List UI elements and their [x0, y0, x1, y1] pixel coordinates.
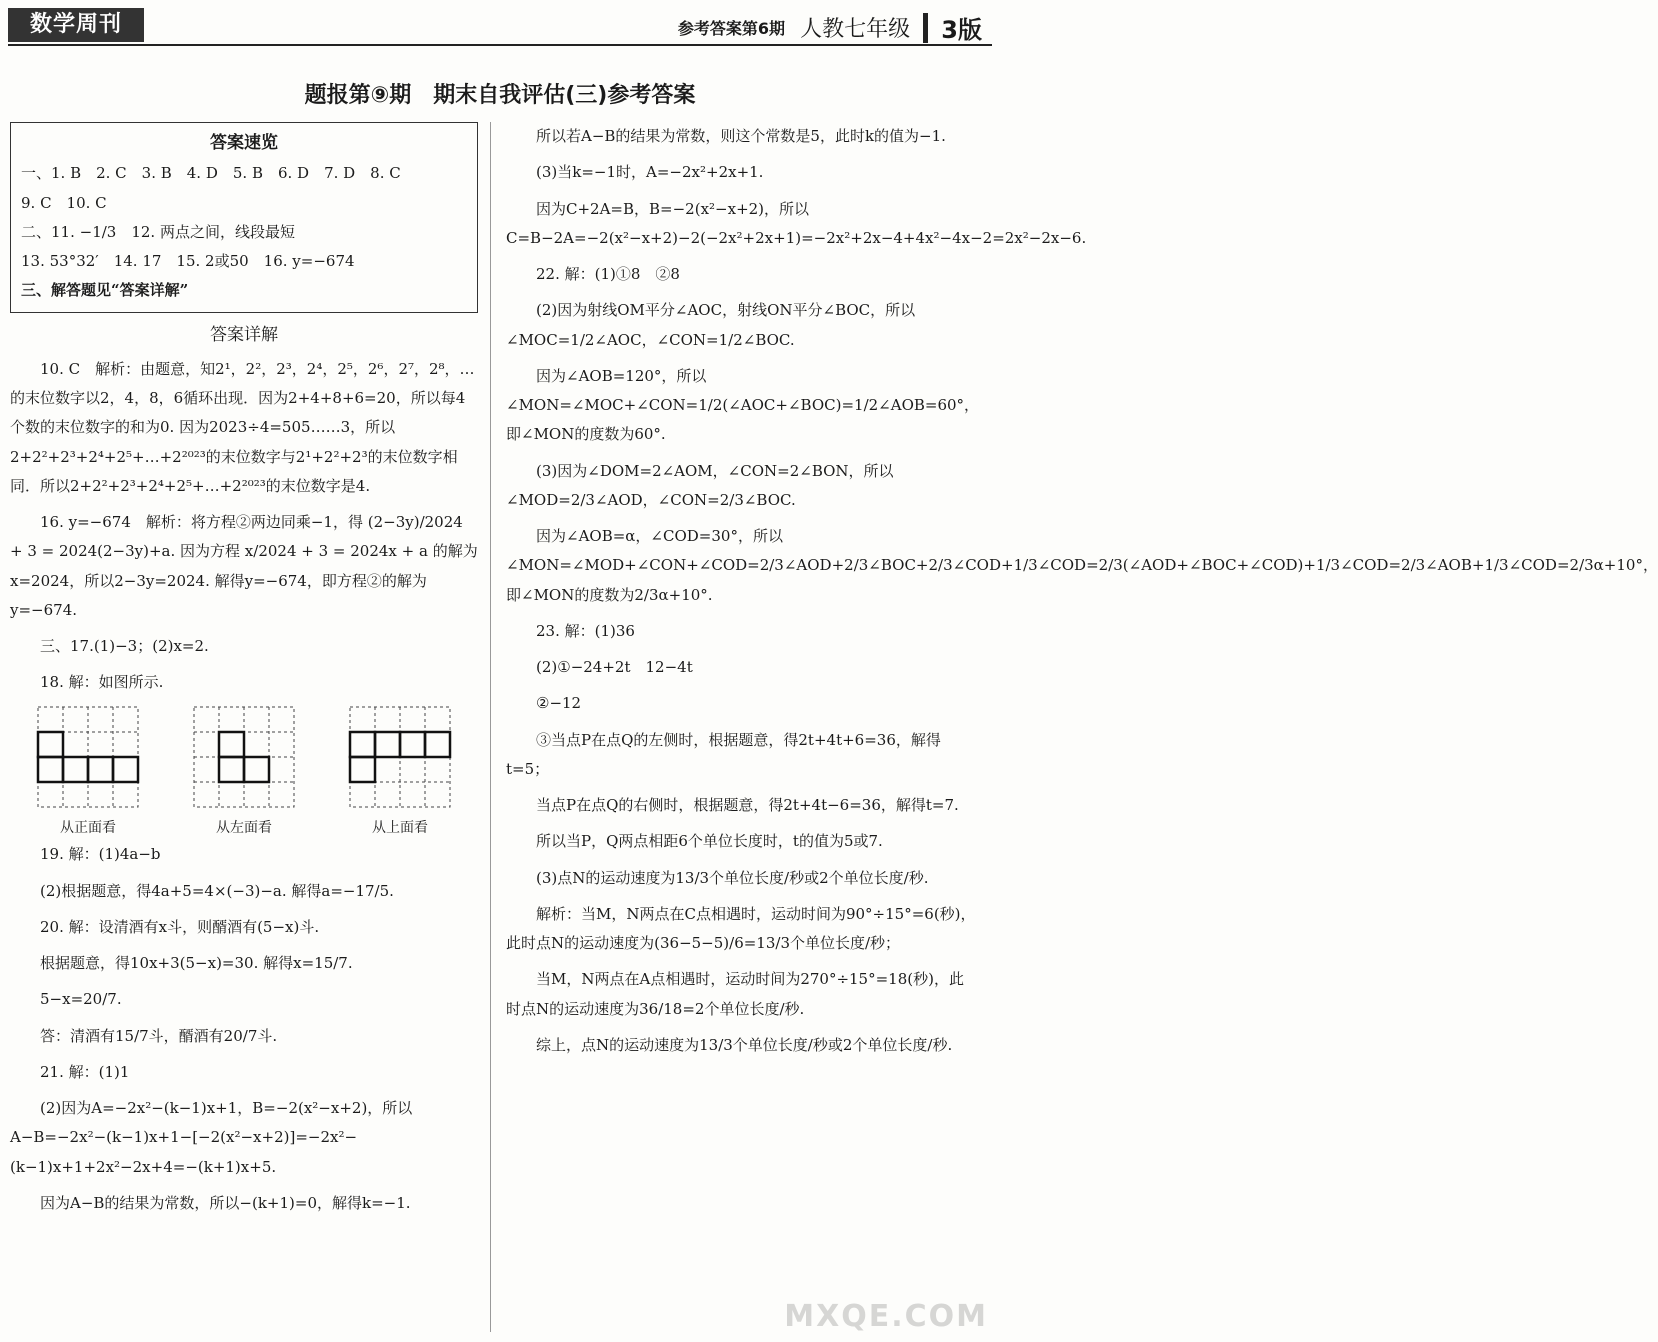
top-view-grid [348, 705, 452, 809]
view-caption: 从正面看 [60, 819, 116, 836]
solution-paragraph: (2)因为射线OM平分∠AOC，射线ON平分∠BOC，所以∠MOC=1/2∠AOC，∠CON=1/2∠BOC. [506, 301, 916, 349]
front-view-grid [36, 705, 140, 809]
answer-issue: 参考答案第6期 [677, 19, 785, 38]
overview-heading: 答案速览 [210, 133, 278, 153]
column-divider [490, 122, 491, 1332]
right-column [506, 122, 1658, 1067]
solution-paragraph: ③当点P在点Q的左侧时，根据题意，得2t+4t+6=36，解得t=5； [506, 730, 941, 778]
solution-paragraph: (3)因为∠DOM=2∠AOM，∠CON=2∠BON，所以∠MOD=2/3∠AOD，∠CON=2/3∠BOC. [506, 461, 894, 509]
solution-paragraph: 当点P在点Q的右侧时，根据题意，得2t+4t−6=36，解得t=7. [536, 796, 959, 814]
solution-paragraph: 三、17.(1)−3；(2)x=2. [40, 637, 209, 656]
solution-paragraph: 所以当P，Q两点相距6个单位长度时，t的值为5或7. [536, 832, 883, 851]
solution-paragraph: 因为∠AOB=120°，所以∠MON=∠MOC+∠CON=1/2(∠AOC+∠BOC)=1/2∠AOB=60°，即∠MON的度数为60°. [506, 366, 980, 444]
solution-paragraph: 23. 解：(1)36 [536, 621, 635, 640]
solution-paragraph: 16. y=−674 解析：将方程②两边同乘−1，得 (2−3y)/2024 + 3 = 2024(2−3y)+a. 因为方程 x/2024 + 3 = 2024x + a 的解为x=2024，所以2−3y=2024. 解得y=−674，即方程②的解为y=−674. [10, 513, 478, 619]
solution-paragraph: 5−x=20/7. [40, 990, 122, 1009]
solution-paragraph: 18. 解：如图所示. [40, 673, 164, 692]
overview-line: 三、解答题见“答案详解” [21, 281, 189, 300]
overview-line: 二、11. −1/3 12. 两点之间，线段最短 [21, 222, 295, 241]
left-view [192, 705, 296, 839]
solution-paragraph: 综上，点N的运动速度为13/3个单位长度/秒或2个单位长度/秒. [536, 1035, 953, 1054]
solution-paragraph: 10. C 解析：由题意，知2¹，2²，2³，2⁴，2⁵，2⁶，2⁷，2⁸，…的末位数字以2，4，8，6循环出现．因为2+4+8+6=20，所以每4个数的末位数字的和为0. 因为2023÷4=505……3，所以2+2²+2³+2⁴+2⁵+…+2²⁰²³的末位数字与2¹+2²+2³的末位数字相同．所以2+2²+2³+2⁴+2⁵+…+2²⁰²³的末位数字是4. [10, 359, 475, 495]
answer-overview-box [10, 122, 478, 313]
brand-logo: 数学周刊 [8, 8, 144, 42]
header-info [678, 10, 982, 45]
solution-paragraph: (2)因为A=−2x²−(k−1)x+1，B=−2(x²−x+2)，所以A−B=−2x²−(k−1)x+1−[−2(x²−x+2)]=−2x²−(k−1)x+1+2x²−2x+4=−(k+1)x+5. [10, 1099, 413, 1176]
solution-paragraph: 21. 解：(1)1 [40, 1062, 130, 1081]
solution-paragraph: 当M，N两点在A点相遇时，运动时间为270°÷15°=18(秒)，此时点N的运动速度为36/18=2个单位长度/秒. [506, 970, 964, 1018]
details-heading: 答案详解 [210, 324, 278, 345]
solution-paragraph: 所以若A−B的结果为常数，则这个常数是5，此时k的值为−1. [536, 127, 946, 145]
solution-paragraph: 答：清酒有15/7斗，醑酒有20/7斗. [40, 1026, 278, 1045]
solution-paragraph: 解析：当M，N两点在C点相遇时，运动时间为90°÷15°=6(秒)，此时点N的运动速度为(36−5−5)/6=13/3个单位长度/秒； [506, 904, 976, 952]
view-caption: 从上面看 [372, 819, 428, 836]
overview-line: 9. C 10. C [21, 193, 107, 212]
view-caption: 从左面看 [216, 819, 272, 836]
page-header [0, 0, 1000, 56]
left-column [10, 122, 478, 1225]
solution-paragraph: 22. 解：(1)①8 ②8 [536, 265, 680, 283]
watermark: MXQE.COM [784, 1299, 988, 1334]
solution-paragraph: (3)点N的运动速度为13/3个单位长度/秒或2个单位长度/秒. [536, 868, 929, 887]
header-rule [8, 44, 992, 46]
solution-paragraph: 因为C+2A=B，B=−2(x²−x+2)，所以C=B−2A=−2(x²−x+2)−2(−2x²+2x+1)=−2x²+2x−4+4x²−4x−2=2x²−2x−6. [506, 199, 1087, 247]
top-view [348, 705, 452, 839]
solution-paragraph: 20. 解：设清酒有x斗，则醑酒有(5−x)斗. [40, 917, 320, 936]
solution-paragraph: (2)根据题意，得4a+5=4×(−3)−a. 解得a=−17/5. [40, 881, 394, 900]
solution-paragraph: ②−12 [536, 694, 582, 713]
solution-paragraph: (3)当k=−1时，A=−2x²+2x+1. [536, 163, 764, 182]
edition-label: 3版 [941, 16, 982, 44]
solution-paragraph: 因为∠AOB=α，∠COD=30°，所以∠MON=∠MOD+∠CON+∠COD=2/3∠AOD+2/3∠BOC+2/3∠COD+1/3∠COD=2/3(∠AOD+∠BOC+∠COD)+1/3∠COD=2/3∠AOB+1/3∠COD=2/3α+10°，即∠MON的度数为2/3α+10°. [506, 527, 1658, 604]
solution-paragraph: 19. 解：(1)4a−b [40, 845, 161, 864]
solution-paragraph: (2)①−24+2t 12−4t [536, 658, 693, 676]
solution-paragraph: 因为A−B的结果为常数，所以−(k+1)=0，解得k=−1. [40, 1193, 411, 1212]
overview-line: 一、1. B 2. C 3. B 4. D 5. B 6. D 7. D 8. C [21, 164, 401, 183]
solution-paragraph: 根据题意，得10x+3(5−x)=30. 解得x=15/7. [40, 954, 353, 973]
header-divider [923, 13, 928, 43]
three-views-figure [10, 705, 478, 839]
front-view [36, 705, 140, 839]
grade-label: 人教七年级 [800, 17, 911, 42]
overview-line: 13. 53°32′ 14. 17 15. 2或50 16. y=−674 [21, 252, 355, 271]
page-title: 题报第⑨期 期末自我评估(三)参考答案 [304, 83, 696, 108]
left-view-grid [192, 705, 296, 809]
